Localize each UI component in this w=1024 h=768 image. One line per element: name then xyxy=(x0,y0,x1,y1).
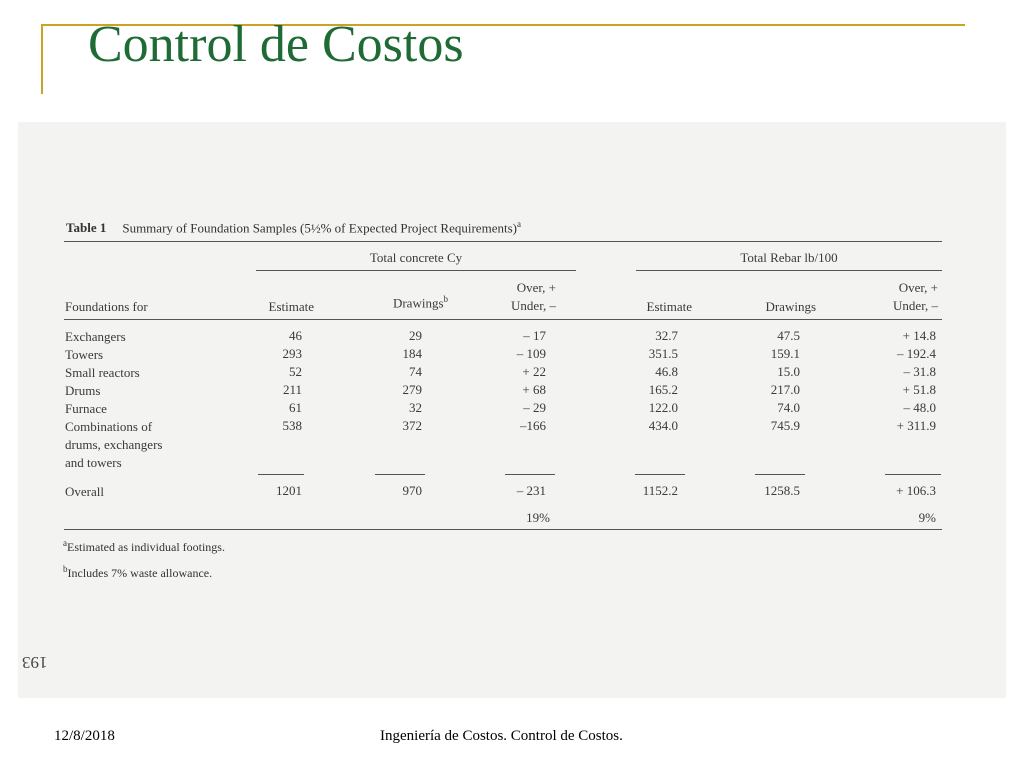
table-cell-concrete-drawings: 279 xyxy=(402,382,422,397)
col-header-rebar-drawings: Drawings xyxy=(765,299,816,314)
col-header-drawings-footnote-marker: b xyxy=(443,294,448,304)
table-cell-concrete-estimate: 52 xyxy=(289,364,302,379)
overall-rebar-drawings: 1258.5 xyxy=(764,483,800,498)
table-row-label xyxy=(65,328,126,346)
overall-rebar-over-under: + 106.3 xyxy=(896,483,936,498)
table-cell-rebar-over-under: – 192.4 xyxy=(897,346,936,361)
table-cell-concrete-estimate: 538 xyxy=(282,418,302,433)
table-cell-rebar-over-under: – 31.8 xyxy=(903,364,936,379)
table-top-rule xyxy=(64,241,942,242)
col-header-rebar-over-line2: Under, – xyxy=(893,298,938,313)
table-cell-concrete-over-under: + 68 xyxy=(522,382,546,397)
header-bottom-rule xyxy=(64,319,942,320)
table-cell-rebar-drawings: 159.1 xyxy=(770,346,800,361)
table-cell-rebar-over-under: – 48.0 xyxy=(903,400,936,415)
group-rule-rebar xyxy=(636,270,942,271)
table-cell-concrete-over-under: + 22 xyxy=(522,364,546,379)
scanned-table-image xyxy=(18,122,1006,698)
col-header-foundations: Foundations for xyxy=(65,299,148,314)
table-cell-rebar-drawings: 47.5 xyxy=(777,328,800,343)
col-header-concrete-over-line1: Over, + xyxy=(516,280,556,295)
table-caption-footnote-marker: a xyxy=(516,219,521,229)
table-caption-text: Summary of Foundation Samples (5½% of Expected Project Requirements) xyxy=(122,220,517,236)
table-cell-concrete-drawings: 372 xyxy=(402,418,422,433)
table-cell-concrete-over-under: – 29 xyxy=(523,400,546,415)
footnote-b xyxy=(63,564,212,581)
table-row-label-line: Furnace xyxy=(65,401,107,416)
table-cell-rebar-over-under: + 14.8 xyxy=(902,328,936,343)
table-cell-concrete-drawings: 29 xyxy=(409,328,422,343)
col-header-rebar-estimate: Estimate xyxy=(646,299,692,314)
total-rule-r-ovr xyxy=(885,474,941,475)
table-cell-concrete-over-under: –166 xyxy=(520,418,546,433)
footnote-a-marker: a xyxy=(63,538,67,548)
table-row-label-line: Drums xyxy=(65,383,101,398)
table-cell-rebar-estimate: 165.2 xyxy=(648,382,678,397)
footnote-b-marker: b xyxy=(63,564,68,574)
overall-row-label: Overall xyxy=(65,484,104,499)
table-cell-rebar-estimate: 122.0 xyxy=(648,400,678,415)
table-row-label-line: Towers xyxy=(65,347,104,362)
table-cell-concrete-drawings: 184 xyxy=(402,346,422,361)
concrete-percent: 19% xyxy=(526,510,550,525)
table-cell-concrete-drawings: 32 xyxy=(409,400,422,415)
table-row-label xyxy=(65,346,103,364)
group-header-rebar: Total Rebar lb/100 xyxy=(740,250,838,265)
table-cell-rebar-estimate: 46.8 xyxy=(655,364,678,379)
table-cell-concrete-estimate: 61 xyxy=(289,400,302,415)
group-rule-concrete xyxy=(256,270,576,271)
table-cell-rebar-estimate: 32.7 xyxy=(655,328,678,343)
table-row-label xyxy=(65,364,140,382)
rebar-percent: 9% xyxy=(918,510,936,525)
table-cell-rebar-estimate: 434.0 xyxy=(648,418,678,433)
overall-concrete-estimate: 1201 xyxy=(276,483,302,498)
total-rule-c-ovr xyxy=(505,474,555,475)
col-header-concrete-over-line2: Under, – xyxy=(511,298,556,313)
table-cell-concrete-estimate: 46 xyxy=(289,328,302,343)
total-rule-c-est xyxy=(258,474,304,475)
footnote-b-text: Includes 7% waste allowance. xyxy=(67,566,213,580)
page-number: 193 xyxy=(22,653,48,672)
slide-title: Control de Costos xyxy=(88,16,464,73)
table-cell-rebar-drawings: 217.0 xyxy=(770,382,800,397)
group-header-concrete: Total concrete Cy xyxy=(369,250,463,265)
table-cell-rebar-drawings: 15.0 xyxy=(777,364,800,379)
total-rule-r-est xyxy=(635,474,685,475)
table-row-label xyxy=(65,418,162,472)
table-cell-rebar-drawings: 74.0 xyxy=(777,400,800,415)
table-row-label xyxy=(65,400,107,418)
footnote-a xyxy=(63,538,225,555)
overall-concrete-drawings: 970 xyxy=(402,483,422,498)
table-cell-rebar-drawings: 745.9 xyxy=(770,418,800,433)
table-bottom-rule xyxy=(64,529,942,530)
table-row-label-line: and towers xyxy=(65,455,122,470)
footnote-a-text: Estimated as individual footings. xyxy=(67,540,225,554)
table-cell-concrete-over-under: – 109 xyxy=(516,346,546,361)
table-label: Table 1 xyxy=(66,220,107,236)
title-frame-left-rule xyxy=(41,24,43,94)
total-rule-r-drw xyxy=(755,474,805,475)
col-header-concrete-drawings-text: Drawings xyxy=(392,295,444,311)
col-header-concrete-estimate: Estimate xyxy=(268,299,314,314)
table-row-label-line: Small reactors xyxy=(65,365,140,380)
table-cell-concrete-estimate: 211 xyxy=(282,382,302,397)
table-row-label-line: Exchangers xyxy=(65,329,126,344)
table-row-label-line: Combinations of xyxy=(65,419,153,434)
col-header-concrete-drawings xyxy=(368,294,448,311)
overall-rebar-estimate: 1152.2 xyxy=(642,483,678,498)
table-caption xyxy=(66,219,521,236)
table-cell-rebar-over-under: + 51.8 xyxy=(902,382,936,397)
total-rule-c-drw xyxy=(375,474,425,475)
table-row-label-line: drums, exchangers xyxy=(65,437,163,452)
footer-date: 12/8/2018 xyxy=(54,728,115,744)
table-cell-concrete-over-under: – 17 xyxy=(523,328,546,343)
table-cell-rebar-over-under: + 311.9 xyxy=(896,418,936,433)
footer-center-text: Ingeniería de Costos. Control de Costos. xyxy=(380,728,623,744)
table-row-label xyxy=(65,382,100,400)
table-cell-concrete-drawings: 74 xyxy=(409,364,422,379)
table-cell-concrete-estimate: 293 xyxy=(282,346,302,361)
table-cell-rebar-estimate: 351.5 xyxy=(648,346,678,361)
col-header-rebar-over-line1: Over, + xyxy=(898,280,938,295)
overall-concrete-over-under: – 231 xyxy=(516,483,546,498)
